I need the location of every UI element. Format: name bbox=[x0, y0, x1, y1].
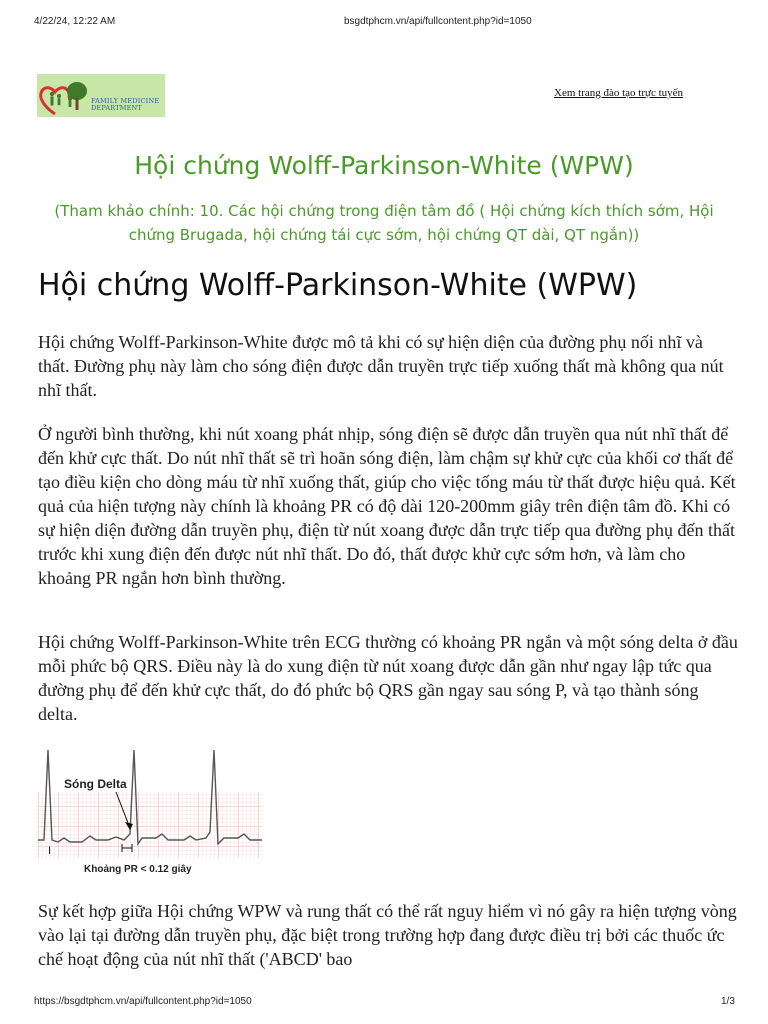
paragraph-2: Ở người bình thường, khi nút xoang phát nhịp, sóng điện sẽ được dẫn truyền qua nút nhĩ thất để đến khử cực thất. Do nút nhĩ thất sẽ trì hoãn sóng điện, làm chậm sự khử cực của khối cơ thất để tạo điều kiện cho dòng máu từ nhĩ xuống thất, giúp cho việc tống máu từ thất được hiệu quả. Kết quả của hiện tượng này chính là khoảng PR có độ dài 120-200mm giây trên điện tâm đồ. Khi có sự hiện diện đường dẫn truyền phụ, điện từ nút xoang được dẫn trực tiếp qua đường phụ đến thất trước khi xung điện đến được nút nhĩ thất. Do đó, thất được khử cực sớm hơn, và làm cho khoảng PR ngắn hơn bình thường. bbox=[38, 424, 736, 588]
ecg-strip-image bbox=[38, 746, 262, 876]
page-number: 1/3 bbox=[721, 996, 735, 1007]
print-url: bsgdtphcm.vn/api/fullcontent.php?id=1050 bbox=[344, 16, 532, 27]
lead-label: I bbox=[48, 845, 52, 857]
article-heading: Hội chứng Wolff-Parkinson-White (WPW) bbox=[38, 268, 638, 303]
family-medicine-logo[interactable] bbox=[37, 74, 165, 117]
paragraph-4: Sự kết hợp giữa Hội chứng WPW và rung thất có thể rất nguy hiểm vì nó gây ra hiện tượng vòng vào lại tại đường dẫn truyền phụ, đặc biệt trong trường hợp đang được điều trị bởi các thuốc ức chế hoạt động của nút nhĩ thất ('ABCD' bao bbox=[38, 901, 737, 969]
ecg-figure bbox=[38, 746, 262, 876]
logo-line-2: DEPARTMENT bbox=[91, 104, 142, 112]
logo-text bbox=[91, 98, 159, 112]
page-title: Hội chứng Wolff-Parkinson-White (WPW) bbox=[134, 151, 634, 180]
paragraph-1: Hội chứng Wolff-Parkinson-White được mô tả khi có sự hiện diện của đường phụ nối nhĩ và thất. Đường phụ này làm cho sóng điện được dẫn truyền trực tiếp xuống thất mà không qua nút nhĩ thất. bbox=[38, 332, 724, 400]
online-training-link[interactable]: Xem trang đào tạo trực tuyến bbox=[554, 87, 684, 99]
delta-wave-label: Sóng Delta bbox=[64, 777, 127, 791]
logo-line-1: FAMILY MEDICINE bbox=[91, 97, 160, 105]
paragraph-3: Hội chứng Wolff-Parkinson-White trên ECG thường có khoảng PR ngắn và một sóng delta ở đầu mỗi phức bộ QRS. Điều này là do xung điện từ nút xoang được dẫn gần như ngay lập tức qua đường phụ để đến khử cực thất, do đó phức bộ QRS gần ngay sau sóng P, và tạo thành sóng delta. bbox=[38, 632, 738, 724]
pr-interval-label: Khoảng PR < 0.12 giây bbox=[84, 864, 192, 875]
footer-url: https://bsgdtphcm.vn/api/fullcontent.php?id=1050 bbox=[34, 996, 252, 1007]
ecg-grid bbox=[38, 792, 262, 858]
reference-note: (Tham khảo chính: 10. Các hội chứng trong điện tâm đồ ( Hội chứng kích thích sớm, Hội chứng Brugada, hội chứng tái cực sớm, hội chứng QT dài, QT ngắn)) bbox=[54, 202, 714, 244]
print-datetime: 4/22/24, 12:22 AM bbox=[34, 16, 116, 27]
